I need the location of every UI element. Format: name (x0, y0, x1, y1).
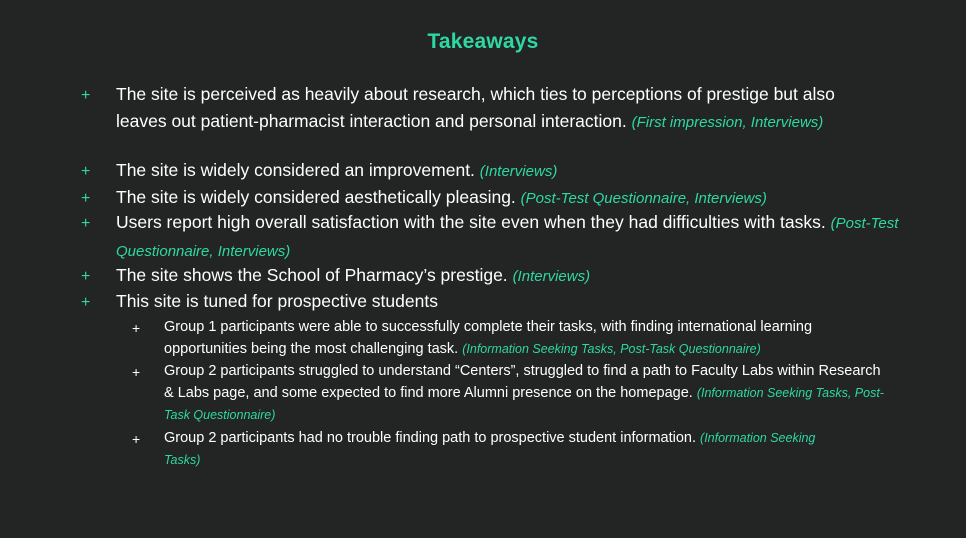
plus-bullet-icon: + (132, 431, 141, 447)
plus-bullet-icon: + (81, 294, 91, 311)
item-statement: Users report high overall satisfaction with the site even when they had difficulties with tasks. (116, 212, 826, 232)
item-source: (Interviews) (512, 268, 591, 285)
sub-list-item-text (164, 316, 884, 360)
plus-bullet-icon: + (81, 87, 91, 104)
list-item-text (116, 81, 861, 136)
item-statement: The site shows the School of Pharmacy’s prestige. (116, 265, 508, 285)
plus-bullet-icon: + (81, 215, 91, 232)
item-source: (Interviews) (479, 163, 558, 180)
list-item-text (116, 184, 896, 212)
sub-list-item-text (164, 427, 854, 471)
subitem-source: (Information Seeking Tasks, Post-Task Questionnaire) (462, 342, 761, 356)
item-source: (Post-Test Questionnaire, Interviews) (116, 215, 899, 260)
plus-bullet-icon: + (81, 190, 91, 207)
item-statement: The site is perceived as heavily about research, which ties to perceptions of prestige but also leaves out patient-pharmacist interaction and personal interaction. (116, 84, 835, 131)
subitem-source: (Information Seeking Tasks) (164, 431, 816, 467)
subitem-source: (Information Seeking Tasks, Post-Task Questionnaire) (164, 386, 884, 422)
plus-bullet-icon: + (132, 320, 141, 336)
plus-bullet-icon: + (81, 268, 91, 285)
plus-bullet-icon: + (132, 364, 141, 380)
item-statement: The site is widely considered aesthetically pleasing. (116, 187, 516, 207)
item-statement: The site is widely considered an improvement. (116, 160, 475, 180)
list-item-text (116, 209, 906, 265)
subitem-statement: Group 2 participants struggled to understand “Centers”, struggled to find a path to Faculty Labs within Research & Labs page, and some expected to find more Alumni presence on the homepage. (164, 363, 881, 401)
subitem-statement: Group 2 participants had no trouble finding path to prospective student information. (164, 430, 696, 446)
list-item-text (116, 157, 896, 185)
list-item-text (116, 288, 896, 316)
list-item-text (116, 262, 896, 290)
subitem-statement: Group 1 participants were able to successfully complete their tasks, with finding international learning opportunities being the most challenging task. (164, 319, 813, 357)
page-title: Takeaways (427, 30, 539, 53)
item-statement: This site is tuned for prospective students (116, 291, 438, 311)
item-source: (First impression, Interviews) (631, 114, 824, 131)
sub-list-item-text (164, 360, 884, 426)
item-source: (Post-Test Questionnaire, Interviews) (520, 190, 767, 207)
plus-bullet-icon: + (81, 163, 91, 180)
